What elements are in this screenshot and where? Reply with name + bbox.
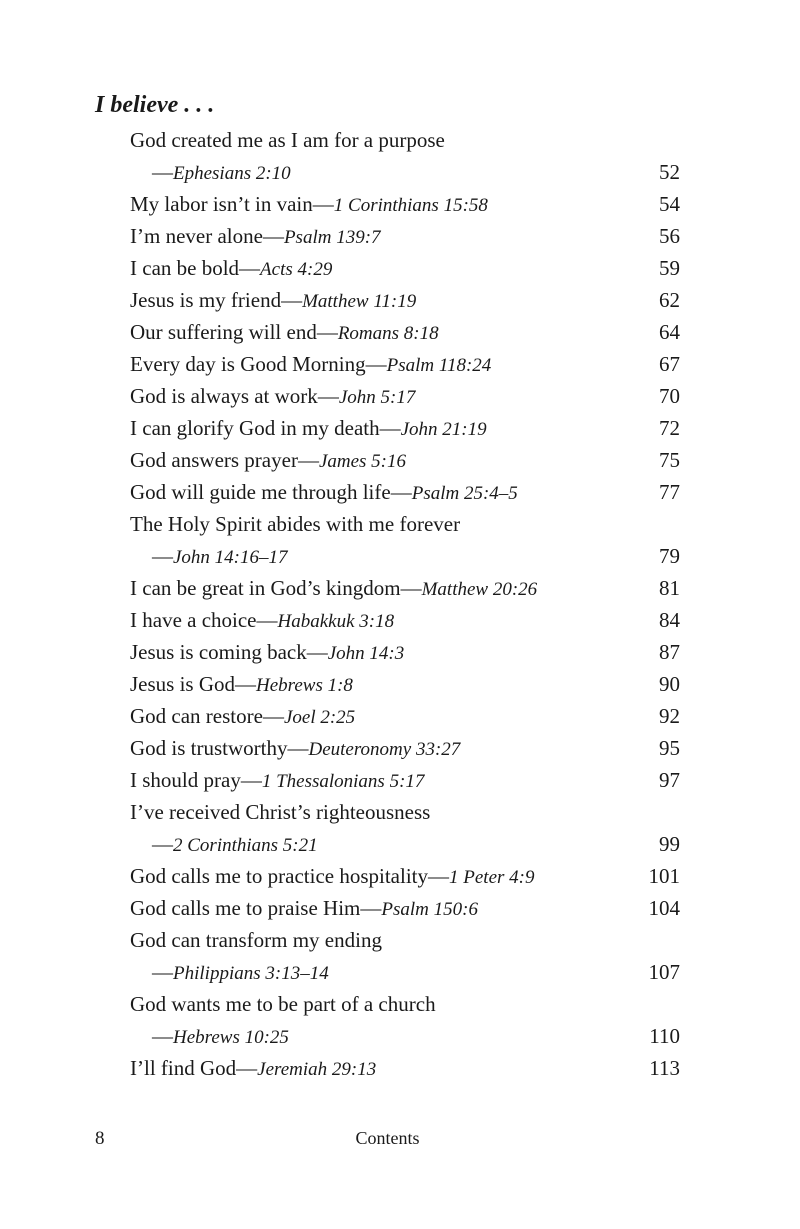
scripture-reference: 1 Corinthians 15:58	[333, 195, 488, 216]
entry-title: God wants me to be part of a church	[130, 992, 436, 1016]
scripture-reference: John 21:19	[400, 419, 487, 440]
entry-title: Jesus is God	[130, 672, 236, 696]
toc-entry	[130, 444, 680, 476]
toc-entry	[130, 476, 680, 508]
entry-page-number: 107	[648, 960, 680, 984]
toc-entry	[130, 604, 680, 636]
em-dash: —	[236, 1056, 258, 1080]
scripture-reference: Hebrews 10:25	[173, 1027, 289, 1048]
toc-entry	[130, 316, 680, 348]
entry-page-number: 99	[659, 832, 680, 856]
entry-page-number: 104	[648, 896, 680, 920]
em-dash: —	[360, 896, 382, 920]
em-dash: —	[235, 672, 257, 696]
entry-page-number: 77	[659, 480, 680, 504]
em-dash: —	[256, 608, 278, 632]
entry-page-number: 59	[659, 256, 680, 280]
toc-entry	[130, 764, 680, 796]
entry-page-number: 113	[649, 1056, 680, 1080]
toc-entry	[130, 252, 680, 284]
toc-entry	[130, 412, 680, 444]
em-dash: —	[152, 960, 173, 984]
scripture-reference: Hebrews 1:8	[256, 675, 353, 696]
entry-page-number: 64	[659, 320, 680, 344]
toc-entry	[130, 220, 680, 252]
entry-title: Our suffering will end	[130, 320, 317, 344]
entry-page-number: 92	[659, 704, 680, 728]
toc-entry	[130, 892, 680, 924]
em-dash: —	[152, 1024, 173, 1048]
entry-page-number: 79	[659, 544, 680, 568]
entry-title: God can transform my ending	[130, 928, 382, 952]
toc-entry	[130, 348, 680, 380]
entry-page-number: 101	[648, 864, 680, 888]
entry-title: God calls me to practice hospitality	[130, 864, 428, 888]
em-dash: —	[297, 448, 319, 472]
toc-entry	[130, 124, 680, 188]
em-dash: —	[262, 704, 284, 728]
entry-page-number: 56	[659, 224, 680, 248]
toc-entry	[130, 796, 680, 860]
em-dash: —	[281, 288, 303, 312]
scripture-reference: 1 Peter 4:9	[449, 867, 535, 888]
em-dash: —	[365, 352, 387, 376]
entry-page-number: 90	[659, 672, 680, 696]
entry-title: Jesus is coming back	[130, 640, 307, 664]
em-dash: —	[152, 832, 173, 856]
entry-page-number: 72	[659, 416, 680, 440]
page-number: 8	[95, 1128, 105, 1149]
em-dash: —	[379, 416, 401, 440]
em-dash: —	[239, 256, 261, 280]
entry-title: God answers prayer	[130, 448, 298, 472]
toc-entry	[130, 732, 680, 764]
entry-title: I can be bold	[130, 256, 240, 280]
entry-title: God calls me to praise Him	[130, 896, 361, 920]
scripture-reference: John 5:17	[338, 387, 416, 408]
scripture-reference: Psalm 118:24	[386, 355, 492, 376]
entry-title: My labor isn’t in vain	[130, 192, 313, 216]
toc-entry	[130, 380, 680, 412]
scripture-reference: 2 Corinthians 5:21	[173, 835, 318, 856]
em-dash: —	[152, 544, 173, 568]
entry-page-number: 52	[659, 160, 680, 184]
toc-entry	[130, 508, 680, 572]
em-dash: —	[262, 224, 284, 248]
scripture-reference: John 14:3	[327, 643, 405, 664]
em-dash: —	[312, 192, 334, 216]
entry-title: God created me as I am for a purpose	[130, 128, 445, 152]
em-dash: —	[428, 864, 449, 888]
entry-page-number: 70	[659, 384, 680, 408]
toc-entry	[130, 668, 680, 700]
scripture-reference: Matthew 11:19	[302, 291, 417, 312]
entry-title: The Holy Spirit abides with me forever	[130, 512, 461, 536]
scripture-reference: Joel 2:25	[283, 707, 356, 728]
toc-entry	[130, 188, 680, 220]
toc-entry	[130, 860, 680, 892]
entry-page-number: 54	[659, 192, 680, 216]
entry-title: God can restore	[130, 704, 263, 728]
entry-title: I can glorify God in my death	[130, 416, 380, 440]
table-of-contents	[130, 124, 680, 1084]
entry-title: Jesus is my friend	[130, 288, 282, 312]
scripture-reference: Ephesians 2:10	[173, 163, 291, 184]
entry-title: I’m never alone	[130, 224, 263, 248]
em-dash: —	[390, 480, 412, 504]
entry-page-number: 97	[659, 768, 680, 792]
em-dash: —	[317, 384, 339, 408]
scripture-reference: Habakkuk 3:18	[277, 611, 395, 632]
toc-entry	[130, 572, 680, 604]
entry-title: I’ll find God	[130, 1056, 237, 1080]
running-head: Contents	[355, 1128, 420, 1148]
entry-title: I have a choice	[130, 608, 257, 632]
entry-title: I’ve received Christ’s righteousness	[130, 800, 431, 824]
em-dash: —	[152, 160, 173, 184]
scripture-reference: Romans 8:18	[337, 323, 439, 344]
em-dash: —	[400, 576, 422, 600]
toc-entry	[130, 700, 680, 732]
entry-page-number: 62	[659, 288, 680, 312]
scripture-reference: John 14:16–17	[173, 547, 288, 568]
entry-title: Every day is Good Morning	[130, 352, 366, 376]
scripture-reference: Matthew 20:26	[421, 579, 538, 600]
entry-title: God is trustworthy	[130, 736, 288, 760]
scripture-reference: Psalm 139:7	[283, 227, 381, 248]
entry-page-number: 67	[659, 352, 680, 376]
entry-title: I can be great in God’s kingdom	[130, 576, 401, 600]
scripture-reference: 1 Thessalonians 5:17	[261, 771, 425, 792]
entry-page-number: 81	[659, 576, 680, 600]
entry-title: I should pray	[130, 768, 241, 792]
em-dash: —	[287, 736, 309, 760]
scripture-reference: Jeremiah 29:13	[257, 1059, 377, 1080]
entry-page-number: 75	[659, 448, 680, 472]
scripture-reference: Deuteronomy 33:27	[308, 739, 461, 760]
entry-page-number: 87	[659, 640, 680, 664]
toc-entry	[130, 1052, 680, 1084]
scripture-reference: Philippians 3:13–14	[173, 963, 329, 984]
scripture-reference: Psalm 25:4–5	[411, 483, 518, 504]
toc-entry	[130, 988, 680, 1052]
entry-page-number: 95	[659, 736, 680, 760]
entry-title: God will guide me through life	[130, 480, 391, 504]
toc-entry	[130, 924, 680, 988]
section-heading: I believe . . .	[95, 92, 215, 118]
toc-entry	[130, 284, 680, 316]
entry-page-number: 110	[649, 1024, 680, 1048]
toc-entry	[130, 636, 680, 668]
scripture-reference: Psalm 150:6	[381, 899, 478, 920]
scripture-reference: Acts 4:29	[260, 259, 333, 280]
entry-title: God is always at work	[130, 384, 318, 408]
scripture-reference: James 5:16	[318, 451, 407, 472]
em-dash: —	[316, 320, 338, 344]
em-dash: —	[306, 640, 328, 664]
entry-page-number: 84	[659, 608, 680, 632]
em-dash: —	[240, 768, 262, 792]
